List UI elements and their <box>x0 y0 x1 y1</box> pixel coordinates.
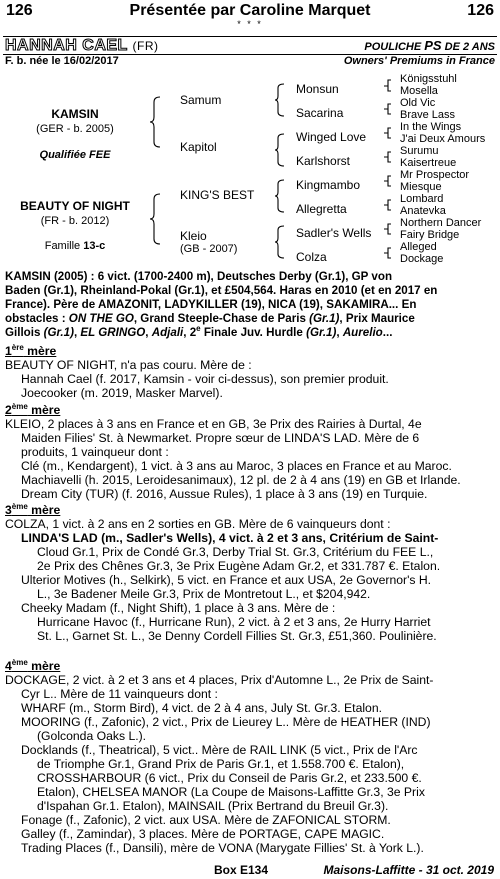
ped-gen4-15: Alleged <box>400 241 437 253</box>
birth-date: F. b. née le 16/02/2017 <box>5 55 119 67</box>
ped-gen3-4: Karlshorst <box>296 154 351 168</box>
produce-line: Galley (f., Zamindar), 3 places. Mère de PORTAGE, CAPE MAGIC. <box>21 827 385 841</box>
sire-note: Qualifiée FEE <box>39 149 111 161</box>
produce-line: Dream City (TUR) (f. 2016, Aussue Rules), 1 place à 3 ans (19) en Turquie. <box>21 487 428 501</box>
ped-gen2-1: Samum <box>180 93 222 107</box>
ped-gen4-5: In the Wings <box>400 121 462 133</box>
ped-gen4-3: Old Vic <box>400 97 436 109</box>
ped-gen4-4: Brave Lass <box>400 109 456 121</box>
dam-info: (FR - b. 2012) <box>40 215 110 227</box>
ped-gen4-2: Mosella <box>400 85 438 97</box>
produce-line: Machiavelli (h. 2015, Leroidesanimaux), 12 pl. de 2 à 4 ans (19) en GB et Irlande. <box>21 473 461 487</box>
ped-gen4-12: Anatevka <box>400 205 446 217</box>
first-dam-section <box>5 344 495 400</box>
first-dam-title: 1ère mère <box>5 342 57 358</box>
dam-line: KLEIO, 2 places à 3 ans en France et en GB, 3e Prix des Rairies à Durtal, 4e <box>5 417 422 431</box>
fourth-dam-section <box>5 659 495 855</box>
fourth-dam-title: 4ème mère <box>5 657 61 673</box>
produce-line: Etalon), CHELSEA MANOR (La Coupe de Maisons-Laffitte Gr.3, 3e Prix <box>37 785 425 799</box>
dam-line: BEAUTY OF NIGHT, n'a pas couru. Mère de : <box>5 358 252 372</box>
sex-prefix: POULICHE <box>364 41 425 53</box>
produce-line: CROSSHARBOUR (6 vict., Prix du Conseil de Paris Gr.2, et 233.500 €. <box>37 771 422 785</box>
ped-gen3-2: Sacarina <box>296 106 344 120</box>
lot-number-left: 126 <box>6 2 33 19</box>
produce-line: L., 3e Badener Meile Gr.3, Prix de Montretout L., et $204,942. <box>37 587 371 601</box>
produce-line: Clé (m., Kendargent), 1 vict. à 3 ans au Maroc, 3 places en France et au Maroc. <box>21 459 452 473</box>
sire-line: France). Père de AMAZONIT, LADYKILLER (19), NICA (19), SAKAMIRA... En <box>5 298 417 311</box>
ped-gen4-9: Mr Prospector <box>400 169 470 181</box>
sire-line: obstacles : ON THE GO, Grand Steeple-Chase de Paris (Gr.1), Prix Maurice <box>5 312 415 325</box>
ped-gen2-2: Kapitol <box>180 140 217 154</box>
page-footer <box>0 863 494 877</box>
sex-suffix: DE 2 ANS <box>441 41 495 53</box>
ped-gen4-13: Northern Dancer <box>400 217 482 229</box>
dam-line: produits, 1 vainqueur dont : <box>21 445 169 459</box>
ped-gen4-1: Königsstuhl <box>400 73 457 85</box>
ped-gen3-6: Allegretta <box>296 202 347 216</box>
produce-line: (Golconda Oaks L.). <box>37 729 147 743</box>
ps-mark: PS <box>424 38 442 53</box>
third-dam-title: 3ème mère <box>5 501 61 517</box>
ped-gen3-1: Monsun <box>296 82 339 96</box>
dam-line: Cyr L.. Mère de 11 vainqueurs dont : <box>21 687 218 701</box>
ped-gen4-14: Fairy Bridge <box>400 229 460 241</box>
produce-line: WHARF (m., Storm Bird), 4 vict. de 2 à 4 ans, July St. Gr.3. Etalon. <box>21 701 382 715</box>
sire-line: Baden (Gr.1), Rheinland-Pokal (Gr.1), et £504,564. Haras en 2010 (et en 2017 en <box>5 284 438 297</box>
ped-gen2-4-info: (GB - 2007) <box>180 243 238 255</box>
ped-gen4-7: Surumu <box>400 145 439 157</box>
horse-name <box>5 37 159 55</box>
produce-line: 2e Prix des Chênes Gr.3, 3e Prix Eugène Adam Gr.2, et 331.787 €. Etalon. <box>37 559 441 573</box>
second-dam-title: 2ème mère <box>5 401 61 417</box>
second-dam-section <box>5 403 495 501</box>
ped-gen4-6: J'ai Deux Amours <box>400 133 486 145</box>
dam-line: Maiden Filies' St. à Newmarket. Propre sœur de LINDA'S LAD. Mère de 6 <box>21 431 420 445</box>
produce-line: Cheeky Madam (f., Night Shift), 1 place à 3 ans. Mère de : <box>21 601 336 615</box>
produce-line: Docklands (f., Theatrical), 5 vict.. Mère de RAIL LINK (5 vict., Prix de l'Arc <box>21 743 418 757</box>
horse-sex-age <box>364 39 495 54</box>
dam-name: BEAUTY OF NIGHT <box>20 199 130 213</box>
produce-line: Ulterior Motives (h., Selkirk), 5 vict. en France et aux USA, 2e Governor's H. <box>21 573 432 587</box>
produce-line: Fonage (f., Zafonic), 2 vict. aux USA. Mère de ZAFONICAL STORM. <box>21 813 391 827</box>
produce-line: Hurricane Havoc (f., Hurricane Run), 2 vict. à 2 et 3 ans, 2e Hurry Harriet <box>37 615 431 629</box>
presenter: Présentée par Caroline Marquet <box>129 2 371 19</box>
produce-line: St. L., Garnet St. L., 3e Denny Cordell Fillies St. Gr.3, £51,360. Poulinière. <box>37 629 437 643</box>
ped-gen4-10: Miesque <box>400 181 442 193</box>
ped-gen2-4: Kleio <box>180 229 207 243</box>
ped-gen4-16: Dockage <box>400 253 444 265</box>
sire-line: KAMSIN (2005) : 6 vict. (1700-2400 m), Deutsches Derby (Gr.1), GP von <box>5 270 393 283</box>
produce-line: MOORING (f., Zafonic), 2 vict., Prix de Lieurey L.. Mère de HEATHER (IND) <box>21 715 431 729</box>
ped-gen3-5: Kingmambo <box>296 178 361 192</box>
dam-family: Famille 13-c <box>44 240 106 252</box>
horse-name-bar <box>3 36 497 55</box>
lot-number-right: 126 <box>467 2 494 19</box>
dam-line: COLZA, 1 vict. à 2 ans en 2 sorties en GB. Mère de 6 vainqueurs dont : <box>5 517 391 531</box>
produce-line: Trading Places (f., Dansili), mère de VONA (Marygate Fillies' St. à York L.). <box>21 841 424 855</box>
ped-gen3-7: Sadler's Wells <box>296 226 372 240</box>
sire-name: KAMSIN <box>51 107 99 121</box>
produce-line: Cloud Gr.1, Prix de Condé Gr.3, Derby Trial St. Gr.3, Critérium du FEE L., <box>37 545 434 559</box>
sire-paragraph <box>5 270 495 340</box>
produce-line: de Triomphe Gr.1, Grand Prix de Paris Gr.1, et 1.558.700 €. Etalon), <box>37 757 405 771</box>
produce-line: Joecooker (m. 2019, Masker Marvel). <box>21 386 223 400</box>
horse-name-text: HANNAH CAEL <box>5 37 128 54</box>
ped-gen3-8: Colza <box>296 250 327 264</box>
sire-line: Gillois (Gr.1), EL GRINGO, Adjali, 2e Finale Juv. Hurdle (Gr.1), Aurelio... <box>5 324 393 339</box>
produce-line: d'Ispahan Gr.1. Etalon), MAINSAIL (Prix Bertrand du Breuil Gr.3). <box>37 799 389 813</box>
ped-gen3-3: Winged Love <box>296 130 367 144</box>
ped-gen2-3: KING'S BEST <box>180 188 255 202</box>
owners-premiums: Owners' Premiums in France <box>343 55 495 67</box>
third-dam-section <box>5 503 495 643</box>
pedigree-table <box>0 72 500 267</box>
box-number: Box E134 <box>214 863 269 877</box>
horse-country: (FR) <box>132 39 159 53</box>
horse-info-line <box>5 55 495 69</box>
sire-info: (GER - b. 2005) <box>36 123 114 135</box>
dam-line: DOCKAGE, 2 vict. à 2 et 3 ans et 4 places, Prix d'Automne L., 2e Prix de Saint- <box>5 673 434 687</box>
sale-venue-date: Maisons-Laffitte - 31 oct. 2019 <box>323 863 494 877</box>
produce-line: Hannah Cael (f. 2017, Kamsin - voir ci-dessus), son premier produit. <box>21 372 389 386</box>
ped-gen4-8: Kaisertreue <box>400 157 457 169</box>
ped-gen4-11: Lombard <box>400 193 444 205</box>
produce-line: LINDA'S LAD (m., Sadler's Wells), 4 vict. à 2 et 3 ans, Critérium de Saint- <box>21 531 439 545</box>
separator-stars: * * * <box>237 19 263 29</box>
